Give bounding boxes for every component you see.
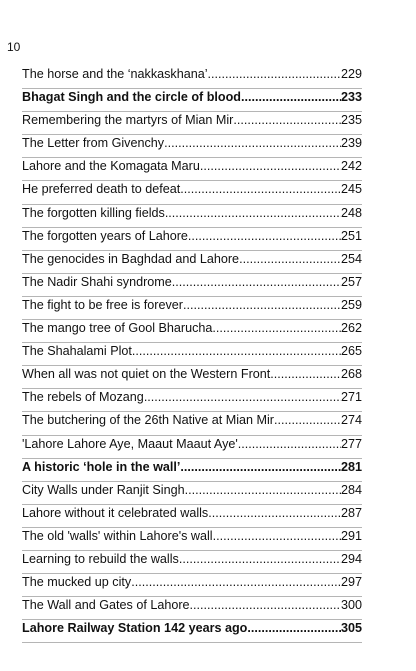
toc-entry	[22, 551, 362, 574]
toc-leader-dots	[144, 389, 341, 405]
toc-leader-dots	[131, 574, 341, 590]
toc-entry-title: Learning to rebuild the walls	[22, 551, 179, 566]
toc-leader-dots	[165, 205, 341, 221]
toc-entry	[22, 620, 362, 643]
toc-entry	[22, 66, 362, 89]
toc-entry	[22, 597, 362, 620]
toc-entry	[22, 412, 362, 435]
toc-leader-dots	[208, 505, 341, 521]
toc-leader-dots	[132, 343, 341, 359]
toc-entry-page: 271	[340, 390, 362, 405]
toc-entry	[22, 505, 362, 528]
toc-entry-title: The Letter from Givenchy	[22, 136, 165, 151]
toc-entry-page: 297	[340, 575, 362, 590]
toc-entry-title: The Wall and Gates of Lahore	[22, 598, 190, 613]
toc-leader-dots	[212, 320, 341, 336]
toc-entry	[22, 436, 362, 459]
toc-entry-title: The horse and the ‘nakkaskhana’	[22, 67, 208, 81]
toc-entry-title: The butchering of the 26th Native at Mian Mir	[22, 413, 275, 428]
toc-entry-page: 262	[340, 321, 362, 336]
toc-entry-title: The Shahalami Plot	[22, 344, 132, 359]
toc-entry-page: 287	[340, 505, 362, 520]
toc-entry	[22, 482, 362, 505]
toc-entry-page: 248	[340, 205, 362, 220]
toc-entry-title: The genocides in Baghdad and Lahore	[22, 251, 240, 266]
toc-entry-title: The rebels of Mozang	[22, 390, 144, 405]
toc-entry-title: City Walls under Ranjit Singh	[22, 482, 185, 497]
toc-entry-page: 305	[340, 621, 362, 636]
toc-entry-page: 235	[340, 113, 362, 128]
toc-entry-page: 268	[340, 367, 362, 382]
toc-leader-dots	[233, 112, 341, 128]
toc-leader-dots	[241, 89, 341, 105]
toc-leader-dots	[179, 551, 341, 567]
toc-entry	[22, 274, 362, 297]
toc-entry	[22, 228, 362, 251]
toc-entry	[22, 366, 362, 389]
toc-entry-title: The mucked up city	[22, 575, 132, 590]
toc-leader-dots	[180, 459, 341, 475]
toc-leader-dots	[270, 366, 341, 382]
toc-entry-page: 245	[340, 182, 362, 197]
toc-entry	[22, 297, 362, 320]
toc-entry-title: Lahore and the Komagata Maru	[22, 159, 200, 174]
toc-entry-page: 239	[340, 136, 362, 151]
toc-entry-page: 274	[340, 413, 362, 428]
toc-leader-dots	[180, 181, 341, 197]
toc-entry-title: A historic ‘hole in the wall’	[22, 459, 181, 474]
toc-entry-page: 254	[340, 251, 362, 266]
toc-entry	[22, 251, 362, 274]
toc-entry	[22, 459, 362, 482]
toc-entry-page: 233	[340, 90, 362, 105]
table-of-contents	[22, 66, 362, 643]
toc-entry	[22, 389, 362, 412]
toc-entry	[22, 158, 362, 181]
toc-leader-dots	[164, 135, 341, 151]
toc-entry-page: 251	[340, 228, 362, 243]
toc-leader-dots	[238, 436, 341, 452]
toc-entry-page: 259	[340, 297, 362, 312]
toc-leader-dots	[185, 482, 341, 498]
toc-entry-page: 257	[340, 274, 362, 289]
toc-entry-title: The old 'walls' within Lahore's wall	[22, 528, 213, 543]
toc-entry-page: 277	[340, 436, 362, 451]
toc-entry	[22, 112, 362, 135]
toc-entry-title: The fight to be free is forever	[22, 297, 184, 312]
toc-entry-page: 229	[340, 67, 362, 81]
toc-entry-page: 300	[340, 598, 362, 613]
toc-entry-page: 281	[340, 459, 362, 474]
toc-entry-page: 265	[340, 344, 362, 359]
toc-leader-dots	[190, 597, 341, 613]
toc-entry-title: Bhagat Singh and the circle of blood	[22, 90, 242, 105]
toc-entry	[22, 181, 362, 204]
toc-entry	[22, 89, 362, 112]
toc-entry-title: The forgotten killing fields	[22, 205, 165, 220]
toc-entry-title: Lahore Railway Station 142 years ago	[22, 621, 248, 636]
toc-leader-dots	[200, 158, 341, 174]
toc-leader-dots	[274, 412, 341, 428]
toc-entry	[22, 343, 362, 366]
toc-leader-dots	[239, 251, 341, 267]
toc-entry-title: He preferred death to defeat	[22, 182, 181, 197]
toc-entry	[22, 205, 362, 228]
toc-entry-title: 'Lahore Lahore Aye, Maaut Maaut Aye'	[22, 436, 238, 451]
toc-entry-title: The mango tree of Gool Bharucha	[22, 321, 213, 336]
page-number: 10	[7, 40, 21, 54]
toc-leader-dots	[247, 620, 341, 636]
toc-entry-title: The forgotten years of Lahore	[22, 228, 188, 243]
toc-leader-dots	[188, 228, 341, 244]
toc-entry	[22, 574, 362, 597]
toc-entry-title: Remembering the martyrs of Mian Mir	[22, 113, 234, 128]
toc-entry-page: 294	[340, 551, 362, 566]
toc-entry-page: 242	[340, 159, 362, 174]
toc-entry-page: 291	[340, 528, 362, 543]
toc-entry-title: When all was not quiet on the Western Front	[22, 367, 271, 382]
toc-leader-dots	[213, 528, 341, 544]
toc-entry	[22, 320, 362, 343]
toc-entry-title: Lahore without it celebrated walls	[22, 505, 209, 520]
toc-entry-title: The Nadir Shahi syndrome	[22, 274, 172, 289]
toc-leader-dots	[172, 274, 341, 290]
toc-entry-page: 284	[340, 482, 362, 497]
toc-leader-dots	[183, 297, 341, 313]
toc-entry	[22, 528, 362, 551]
toc-leader-dots	[208, 66, 341, 82]
toc-entry	[22, 135, 362, 158]
